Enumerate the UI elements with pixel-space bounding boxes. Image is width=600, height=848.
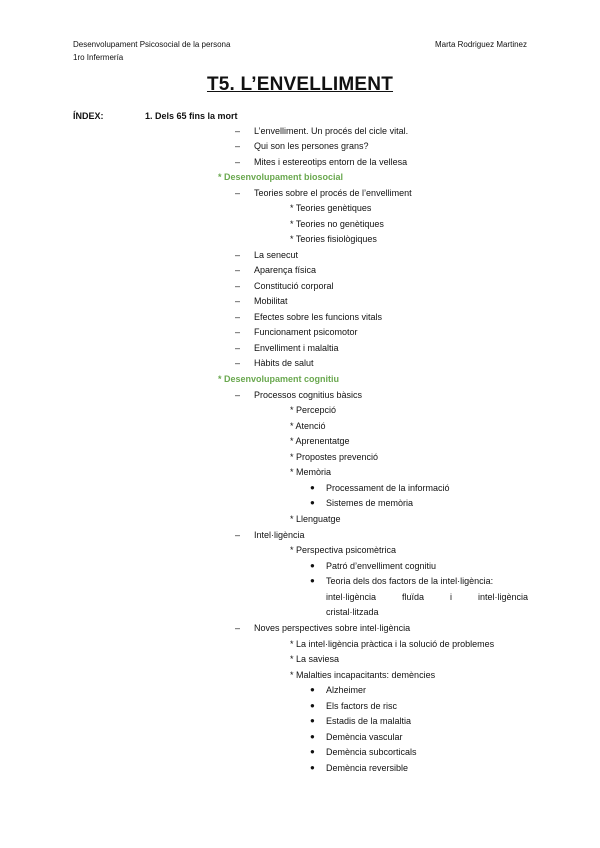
dash-marker: – — [235, 157, 241, 167]
list-item: Efectes sobre les funcions vitals — [254, 312, 383, 322]
dash-marker: – — [235, 188, 241, 198]
bullet-icon: ● — [310, 498, 315, 507]
sub-item: * La intel·ligència pràctica i la solució de problemes — [290, 639, 495, 649]
bullet-item: Patró d’envelliment cognitiu — [326, 561, 437, 571]
list-item: Mites i estereotips entorn de la vellesa — [254, 157, 408, 167]
list-item: Teories sobre el procés de l’envelliment — [254, 188, 412, 198]
index-label: ÍNDEX: — [73, 111, 104, 121]
sub-item: * Aprenentatge — [290, 436, 350, 446]
bullet-item: Demència vascular — [326, 732, 403, 742]
dash-marker: – — [235, 250, 241, 260]
bullet-icon: ● — [310, 561, 315, 570]
subsection-biosocial: * Desenvolupament biosocial — [218, 172, 344, 182]
bullet-icon: ● — [310, 483, 315, 492]
list-item: Mobilitat — [254, 296, 288, 306]
bullet-icon: ● — [310, 716, 315, 725]
bullet-item: Alzheimer — [326, 685, 367, 695]
bullet-icon: ● — [310, 576, 315, 585]
list-item: Qui son les persones grans? — [254, 141, 369, 151]
dash-marker: – — [235, 343, 241, 353]
sub-item: * Teories genètiques — [290, 203, 372, 213]
section-heading: 1. Dels 65 fins la mort — [145, 111, 238, 121]
list-item: Envelliment i malaltia — [254, 343, 339, 353]
dash-marker: – — [235, 623, 241, 633]
list-item: Funcionament psicomotor — [254, 327, 358, 337]
sub-item: * Teories no genètiques — [290, 219, 384, 229]
bullet-item: Estadis de la malaltia — [326, 716, 412, 726]
header-author: Marta Rodriguez Martinez — [434, 40, 527, 49]
subsection-cognitiu: * Desenvolupament cognitiu — [218, 374, 340, 384]
dash-marker: – — [235, 358, 241, 368]
page-title: T5. L’ENVELLIMENT — [206, 74, 394, 95]
word: intel·ligència — [326, 592, 377, 602]
list-item: La senecut — [254, 250, 299, 260]
dash-marker: – — [235, 530, 241, 540]
dash-marker: – — [235, 296, 241, 306]
header-course: Desenvolupament Psicosocial de la persona — [73, 40, 231, 49]
sub-item: * Propostes prevenció — [290, 452, 379, 462]
word: intel·ligència — [477, 592, 528, 602]
bullet-item: Demència subcorticals — [326, 747, 417, 757]
bullet-icon: ● — [310, 763, 315, 772]
dash-marker: – — [235, 327, 241, 337]
bullet-item: Sistemes de memòria — [326, 498, 414, 508]
sub-item: * Percepció — [290, 405, 337, 415]
word: i — [450, 592, 452, 602]
sub-item: * Teories fisiològiques — [290, 234, 377, 244]
bullet-icon: ● — [310, 701, 315, 710]
list-item: Constitució corporal — [254, 281, 334, 291]
list-item: Noves perspectives sobre intel·ligència — [254, 623, 411, 633]
bullet-item: Teoria dels dos factors de la intel·ligència: — [326, 576, 494, 586]
dash-marker: – — [235, 312, 241, 322]
dash-marker: – — [235, 281, 241, 291]
list-item: Aparença física — [254, 265, 317, 275]
dash-marker: – — [235, 390, 241, 400]
sub-item: * Atenció — [290, 421, 326, 431]
list-item: Processos cognitius bàsics — [254, 390, 363, 400]
word: fluïda — [402, 592, 425, 602]
list-item: Hàbits de salut — [254, 358, 314, 368]
dash-marker: – — [235, 265, 241, 275]
dash-marker: – — [235, 126, 241, 136]
bullet-icon: ● — [310, 732, 315, 741]
sub-item: * Malalties incapacitants: demències — [290, 670, 436, 680]
sub-item: * Llenguatge — [290, 514, 341, 524]
bullet-item-continuation: cristal·litzada — [326, 607, 379, 617]
bullet-icon: ● — [310, 747, 315, 756]
bullet-item: Processament de la informació — [326, 483, 450, 493]
sub-item: * La saviesa — [290, 654, 340, 664]
bullet-item: Els factors de risc — [326, 701, 398, 711]
sub-item: * Perspectiva psicomètrica — [290, 545, 397, 555]
header-program: 1ro Infermería — [73, 53, 124, 62]
list-item: L’envelliment. Un procés del cicle vital. — [254, 126, 409, 136]
dash-marker: – — [235, 141, 241, 151]
header-left — [73, 38, 230, 64]
sub-item: * Memòria — [290, 467, 332, 477]
bullet-item: Demència reversible — [326, 763, 409, 773]
bullet-icon: ● — [310, 685, 315, 694]
bullet-item-continuation — [326, 592, 528, 603]
list-item: Intel·ligència — [254, 530, 305, 540]
